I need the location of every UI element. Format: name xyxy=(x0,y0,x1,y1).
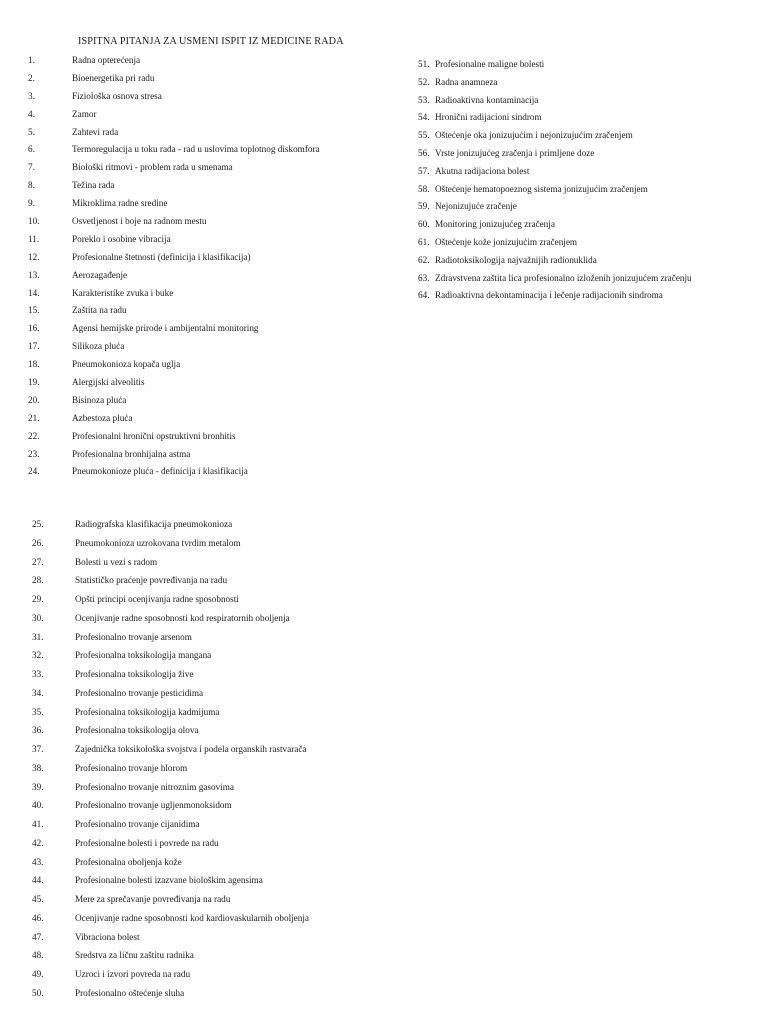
question-number: 59. xyxy=(418,201,430,212)
question-number: 60. xyxy=(418,219,430,230)
question-number: 50. xyxy=(32,987,44,998)
question-number: 15. xyxy=(28,305,40,316)
question-number: 39. xyxy=(32,781,44,792)
question-text: Profesionalno trovanje arsenom xyxy=(75,631,192,642)
question-text: Statističko praćenje povređivanja na radu xyxy=(75,575,228,586)
question-number: 33. xyxy=(32,669,44,679)
question-number: 54. xyxy=(418,112,430,123)
question-text: Pneumokonioza uzrokovana tvrdim metalom xyxy=(75,537,241,548)
question-number: 36. xyxy=(32,725,44,736)
question-text: Vrste jonizujućeg zračenja i primljene doze xyxy=(435,147,595,158)
question-number: 16. xyxy=(28,323,40,334)
question-text: Oštećenje hematopoeznog sistema jonizujućim zračenjem xyxy=(435,183,648,194)
question-text: Profesionalna bronhijalna astma xyxy=(72,448,191,459)
question-text: Radna opterećenja xyxy=(72,55,141,65)
question-number: 40. xyxy=(32,800,44,811)
question-number: 20. xyxy=(28,394,40,405)
question-text: Radioaktivna dekontaminacija i lečenje radijacionih sindroma xyxy=(435,290,663,301)
question-text: Zdravstvena zaštita lica profesionalno izloženih jonizujućem zračenju xyxy=(435,272,692,283)
question-number: 4. xyxy=(28,108,35,119)
question-text: Profesionalno trovanje cijanidima xyxy=(75,819,200,829)
question-number: 5. xyxy=(28,126,35,137)
question-text: Biološki ritmovi - problem rada u smenama xyxy=(72,162,233,173)
question-text: Ocenjivanje radne sposobnosti kod respiratornih oboljenja xyxy=(75,612,290,623)
question-text: Profesionalna toksikologija olova xyxy=(75,725,199,736)
question-number: 8. xyxy=(28,180,35,191)
question-number: 49. xyxy=(32,969,44,979)
question-text: Agensi hemijske prirode i ambijentalni monitoring xyxy=(72,323,259,334)
question-number: 48. xyxy=(32,950,44,961)
question-number: 29. xyxy=(32,594,44,604)
question-text: Radiotoksikologija najvažnijih radionuklida xyxy=(435,254,597,265)
question-number: 14. xyxy=(28,287,40,298)
question-number: 58. xyxy=(418,183,430,194)
question-text: Oštećenje oka jonizujućim i nejonizujućim zračenjem xyxy=(435,130,633,141)
question-text: Akutna radijaciona bolest xyxy=(435,165,530,176)
question-number: 32. xyxy=(32,650,44,661)
question-number: 62. xyxy=(418,254,430,265)
question-text: Azbestoza pluća xyxy=(72,412,133,423)
question-text: Uzroci i izvori povreda na radu xyxy=(75,969,191,979)
question-number: 28. xyxy=(32,575,44,586)
question-number: 41. xyxy=(32,819,44,829)
question-text: Profesionalna toksikologija kadmijuma xyxy=(75,706,220,717)
question-text: Bolesti u vezi s radom xyxy=(75,556,158,567)
question-number: 44. xyxy=(32,875,44,886)
question-number: 27. xyxy=(32,556,44,567)
question-text: Poreklo i osobine vibracija xyxy=(72,233,171,244)
question-number: 31. xyxy=(32,631,44,642)
question-text: Zaštita na radu xyxy=(72,305,127,316)
question-number: 35. xyxy=(32,706,44,717)
question-text: Profesionalna toksikologija mangana xyxy=(75,650,212,661)
question-number: 47. xyxy=(32,931,44,942)
question-text: Sredstva za ličnu zaštitu radnika xyxy=(75,950,194,961)
question-text: Zajednička toksikološka svojstva i podela organskih rastvarača xyxy=(75,744,307,754)
question-text: Opšti principi ocenjivanja radne sposobnosti xyxy=(75,594,239,604)
question-text: Profesionalne maligne bolesti xyxy=(435,59,545,69)
question-text: Karakteristike zvuka i buke xyxy=(72,287,174,298)
question-text: Profesionalna oboljenja kože xyxy=(75,856,182,867)
question-text: Nejonizujuće zračenje xyxy=(435,201,517,212)
question-text: Fiziološka osnova stresa xyxy=(72,90,162,101)
question-text: Silikoza pluća xyxy=(72,341,125,352)
question-number: 17. xyxy=(28,341,40,352)
question-text: Vibraciona bolest xyxy=(75,931,140,942)
question-text: Profesionalne bolesti i povrede na radu xyxy=(75,837,219,848)
question-text: Termoregulacija u toku rada - rad u uslovima toplotnog diskomfora xyxy=(72,144,320,155)
question-number: 26. xyxy=(32,537,44,548)
question-text: Bioenergetika pri radu xyxy=(72,72,155,83)
question-number: 3. xyxy=(28,90,35,101)
question-number: 52. xyxy=(418,76,430,87)
question-number: 12. xyxy=(28,251,40,262)
question-number: 30. xyxy=(32,612,44,623)
question-number: 7. xyxy=(28,162,35,173)
question-number: 56. xyxy=(418,147,430,158)
question-number: 38. xyxy=(32,762,44,773)
question-text: Radiografska klasifikacija pneumokonioza xyxy=(75,519,233,529)
question-number: 34. xyxy=(32,687,44,698)
question-text: Profesionalno trovanje pesticidima xyxy=(75,687,204,698)
question-number: 18. xyxy=(28,359,40,370)
question-number: 42. xyxy=(32,837,44,848)
question-text: Alergijski alveolitis xyxy=(72,377,145,388)
question-number: 2. xyxy=(28,72,35,83)
question-number: 22. xyxy=(28,430,40,441)
question-text: Zahtevi rada xyxy=(72,126,119,137)
question-text: Profesionalno trovanje ugljenmonoksidom xyxy=(75,800,232,811)
question-number: 9. xyxy=(28,198,35,209)
question-text: Osvetljenost i boje na radnom mestu xyxy=(72,216,207,227)
question-text: Profesionalno oštećenje sluha xyxy=(75,987,185,998)
question-number: 51. xyxy=(418,59,430,69)
question-number: 46. xyxy=(32,912,44,923)
question-number: 13. xyxy=(28,269,40,280)
question-text: Profesionalne štetnosti (definicija i klasifikacija) xyxy=(72,251,251,262)
question-number: 53. xyxy=(418,94,430,105)
question-number: 37. xyxy=(32,744,44,754)
question-text: Profesionalno trovanje nitroznim gasovima xyxy=(75,781,234,792)
question-number: 61. xyxy=(418,236,430,247)
question-number: 64. xyxy=(418,290,430,301)
question-text: Oštećenje kože jonizujućim zračenjem xyxy=(435,236,578,247)
question-number: 55. xyxy=(418,130,430,141)
question-number: 43. xyxy=(32,856,44,867)
question-text: Hronični radijacioni sindrom xyxy=(435,112,542,123)
question-number: 45. xyxy=(32,894,44,904)
question-text: Profesionalna toksikologija žive xyxy=(75,669,194,679)
question-text: Profesionalne bolesti izazvane biološkim agensima xyxy=(75,875,263,886)
question-number: 63. xyxy=(418,272,430,283)
question-number: 21. xyxy=(28,412,40,423)
question-text: Profesionalno trovanje hlorom xyxy=(75,762,188,773)
page-title: ISPITNA PITANJA ZA USMENI ISPIT IZ MEDICINE RADA xyxy=(78,36,344,47)
question-text: Pneumokonioza kopača uglja xyxy=(72,359,181,370)
question-number: 6. xyxy=(28,144,35,155)
question-text: Mere za sprečavanje povređivanja na radu xyxy=(75,894,231,904)
question-text: Radna anamneza xyxy=(435,76,498,87)
question-text: Pneumokonioze pluća - definicija i klasifikacija xyxy=(72,466,248,477)
question-text: Monitoring jonizujućeg zračenja xyxy=(435,219,555,230)
question-text: Profesionalni hronični opstruktivni bronhitis xyxy=(72,430,236,441)
question-number: 1. xyxy=(28,55,35,65)
question-text: Bisinoza pluća xyxy=(72,394,127,405)
question-number: 10. xyxy=(28,216,40,227)
question-text: Ocenjivanje radne sposobnosti kod kardiovaskularnih oboljenja xyxy=(75,912,309,923)
question-text: Težina rada xyxy=(72,180,115,191)
question-text: Zamor xyxy=(72,108,97,119)
question-number: 11. xyxy=(28,233,40,244)
question-number: 57. xyxy=(418,165,430,176)
question-text: Mikroklima radne sredine xyxy=(72,198,168,209)
question-text: Aerozagađenje xyxy=(72,269,128,280)
question-number: 25. xyxy=(32,519,44,529)
question-number: 23. xyxy=(28,448,40,459)
question-number: 19. xyxy=(28,377,40,388)
question-text: Radioaktivna kontaminacija xyxy=(435,94,539,105)
question-number: 24. xyxy=(28,466,40,477)
